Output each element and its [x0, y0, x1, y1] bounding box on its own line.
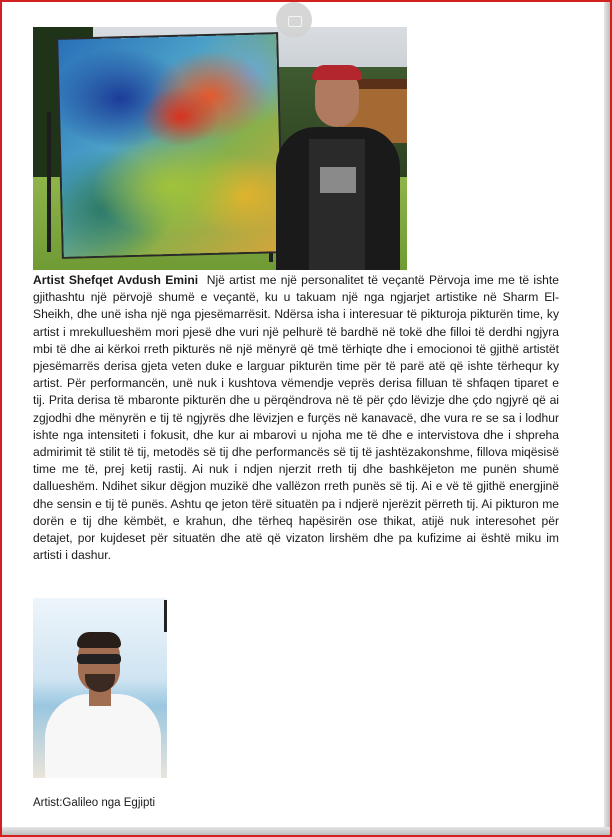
article-paragraph: Një artist me një personalitet të veçantë Përvoja ime me të ishte gjithashtu një përvojë shumë e veçantë, ku u takuam një nga ngjarjet artistike në Sharm El-Sheikh, dhe unë isha një nga pjesëmarrësit. Ndërsa isha i interesuar të pikturoja pikturën time, ky artist i mrekullueshëm mori pjesë dhe vuri një pelhurë të bardhë në tokë dhe filloi të derdhi ngjyra mbi të dhe ai kërkoi rreth pikturës në një mënyrë që tmë tërhiqte dhe i emocionoi të gjithë artistët pjesëmarrës derisa gjeta veten duke e larguar pikturën time për të parë atë që ishte tërhequr ky artist. Për performancën, unë nuk i kushtova vëmendje veprës derisa filluan të shfaqen tiparet e tij. Prita derisa të mbaronte pikturën dhe u përqëndrova në të për çdo lëvizje dhe çdo ngjyrë që ai zgjodhi dhe mënyrën e tij të ngjyrës dhe lëvizjen e furçës në kanavacë, dhe vura re se sa i lodhur ishte nga intensiteti i fokusit, dhe kur ai mbarovi u njoha me të dhe e intervistova dhe i shpreha admirimit të stilit të tij, metodës së tij dhe performancës së tij të jashtëzakonshme, fillova miqësisë time me të, prej ketij rastij. Ai nuk i ndjen njerzit rreth tij dhe bashkëjeton me punën shumë dallueshëm. Ndihet sikur dëgjon muzikë dhe vallëzon rreth punës së tij. Ai e vë të gjithë energjinë dhe sensin e tij të punës. Ashtu qe jeton tërë situatën pa i ndjerë njerëzit përreth tij. Ai pikturon me dorën e tij dhe këmbët, e krahun, dhe tërheq hapësirën ose thikat, atijë nuk interesohet për detajet, por kujdeset për situatën dhe atë që vizaton lirshëm dhe pa kufizime ai është miku im artisti i dashur. — [33, 273, 559, 563]
photo-caption: Artist:Galileo nga Egjipti — [33, 797, 156, 809]
artist-name: Artist Shefqet Avdush Emini — [33, 273, 199, 287]
